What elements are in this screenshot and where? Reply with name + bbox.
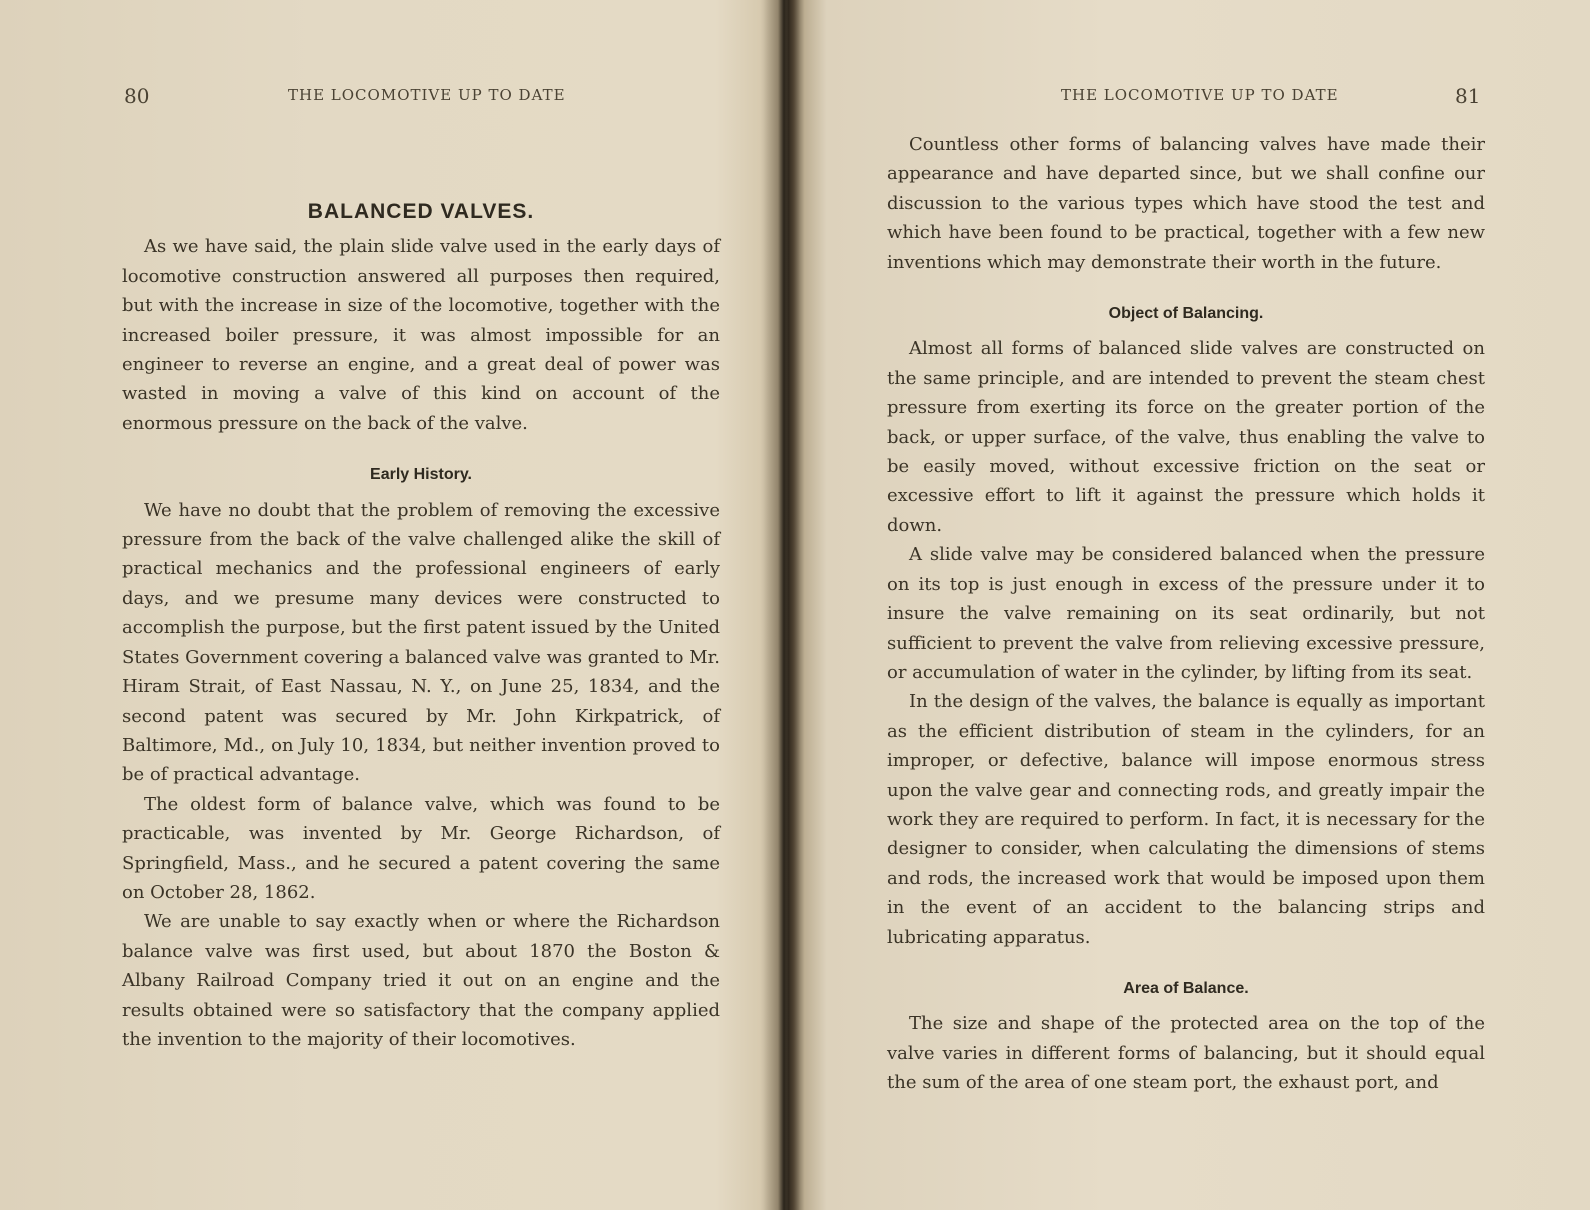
page-number: 80 [124,84,150,108]
paragraph: In the design of the valves, the balance is equally as important as the efficient distribution of steam in the cylinders, for an improper, or defective, balance will impose enormous stress upon the valve gear and connecting rods, and greatly impair the work they are required to perform. In fact, it is necessary for the designer to consider, when calculating the dimensions of stems and rods, the increased work that would be imposed upon them in the event of an accident to the balancing strips and lubricating apparatus. [887,691,1485,948]
section-heading: Early History. [370,466,472,484]
paragraph: A slide valve may be considered balanced when the pressure on its top is just enough in excess of the pressure under it to insure the valve remaining on its seat ordinarily, but not sufficient to prevent the valve from relieving excessive pressure, or accumulation of water in the cylinder, by lifting from its seat. [887,544,1485,683]
section-heading: Area of Balance. [1123,979,1249,997]
running-head: THE LOCOMOTIVE UP TO DATE [1061,86,1339,104]
chapter-title: BALANCED VALVES. [307,200,535,223]
left-page [0,0,780,1210]
paragraph: We have no doubt that the problem of removing the excessive pressure from the back of the valve challenged alike the skill of practical mechanics and the professional engineers of early days, and we presume many devices were constructed to accomplish the purpose, but the first patent issued by the United States Government covering a balanced valve was granted to Mr. Hiram Strait, of East Nassau, N. Y., on June 25, 1834, and the second patent was secured by Mr. John Kirkpatrick, of Baltimore, Md., on July 10, 1834, but neither invention proved to be of practical advantage. [122,499,720,786]
paragraph: As we have said, the plain slide valve used in the early days of locomotive construction answered all purposes then required, but with the increase in size of the locomotive, together with the increased boiler pressure, it was almost impossible for an engineer to reverse an engine, and a great deal of power was wasted in moving a valve of this kind on account of the enormous pressure on the back of the valve. [122,236,720,434]
paragraph: Almost all forms of balanced slide valves are constructed on the same principle, and are intended to prevent the steam chest pressure from exerting its force on the greater portion of the back, or upper surface, of the valve, thus enabling the valve to be easily moved, without excessive friction on the seat or excessive effort to lift it against the pressure which holds it down. [887,338,1485,536]
paragraph: The size and shape of the protected area on the top of the valve varies in different forms of balancing, but it should equal the sum of the area of one steam port, the exhaust port, and [887,1013,1485,1094]
paragraph: We are unable to say exactly when or where the Richardson balance valve was first used, but about 1870 the Boston & Albany Railroad Company tried it out on an engine and the results obtained were so satisfactory that the company applied the invention to the majority of their locomotives. [122,911,720,1050]
text-column [887,130,1485,1098]
page-number: 81 [1455,84,1481,108]
paragraph: Countless other forms of balancing valves have made their appearance and have departed since, but we shall confine our discussion to the various types which have stood the test and which have been found to be practical, together with a few new inventions which may demonstrate their worth in the future. [887,134,1485,273]
right-page [795,0,1590,1210]
text-column [122,200,720,1054]
running-head: THE LOCOMOTIVE UP TO DATE [288,86,566,104]
paragraph: The oldest form of balance valve, which was found to be practicable, was invented by Mr. George Richardson, of Springfield, Mass., and he secured a patent covering the same on October 28, 1862. [122,793,720,903]
section-heading: Object of Balancing. [1108,305,1264,323]
